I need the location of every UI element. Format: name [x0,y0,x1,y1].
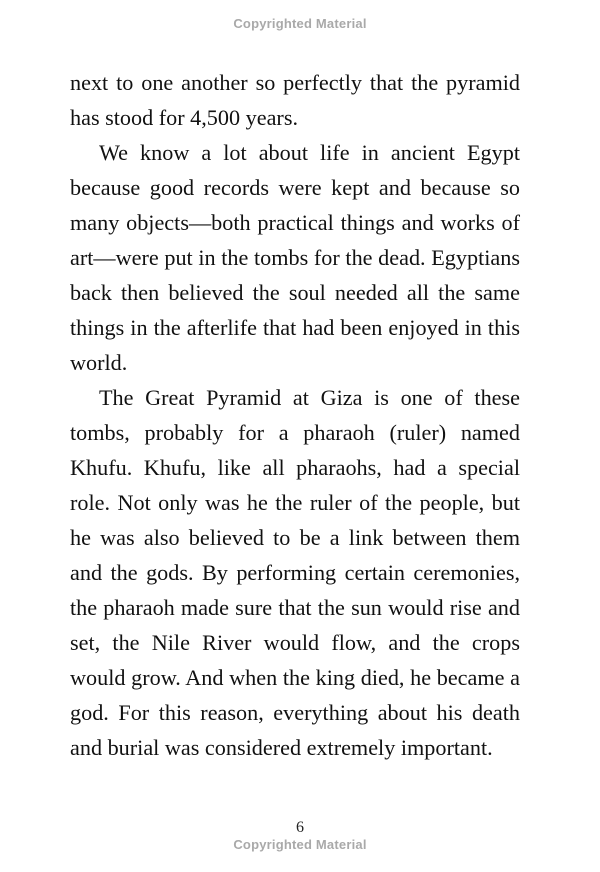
copyright-watermark-top: Copyrighted Material [233,16,367,31]
copyright-watermark-bottom: Copyrighted Material [233,837,367,852]
page-number: 6 [296,819,304,836]
paragraph-great-pyramid: The Great Pyramid at Giza is one of these tombs, probably for a pharaoh (ruler) named Khufu. Khufu, like all pharaohs, had a special role. Not only was he the ruler of the people, but he was also believed to be a link between them and the gods. By performing certain ceremonies, the pharaoh made sure that the sun would rise and set, the Nile River would flow, and the crops would grow. And when the king died, he became a god. For this reason, everything about his death and burial was considered extremely important. [70,385,520,760]
paragraph-ancient-egypt-records: We know a lot about life in ancient Egypt because good records were kept and because so many objects—both practical things and works of art—were put in the tombs for the dead. Egyptians back then believed the soul needed all the same things in the afterlife that had been enjoyed in this world. [70,140,520,375]
paragraph-continuation: next to one another so perfectly that the pyramid has stood for 4,500 years. [70,70,520,130]
page-body [70,65,520,765]
